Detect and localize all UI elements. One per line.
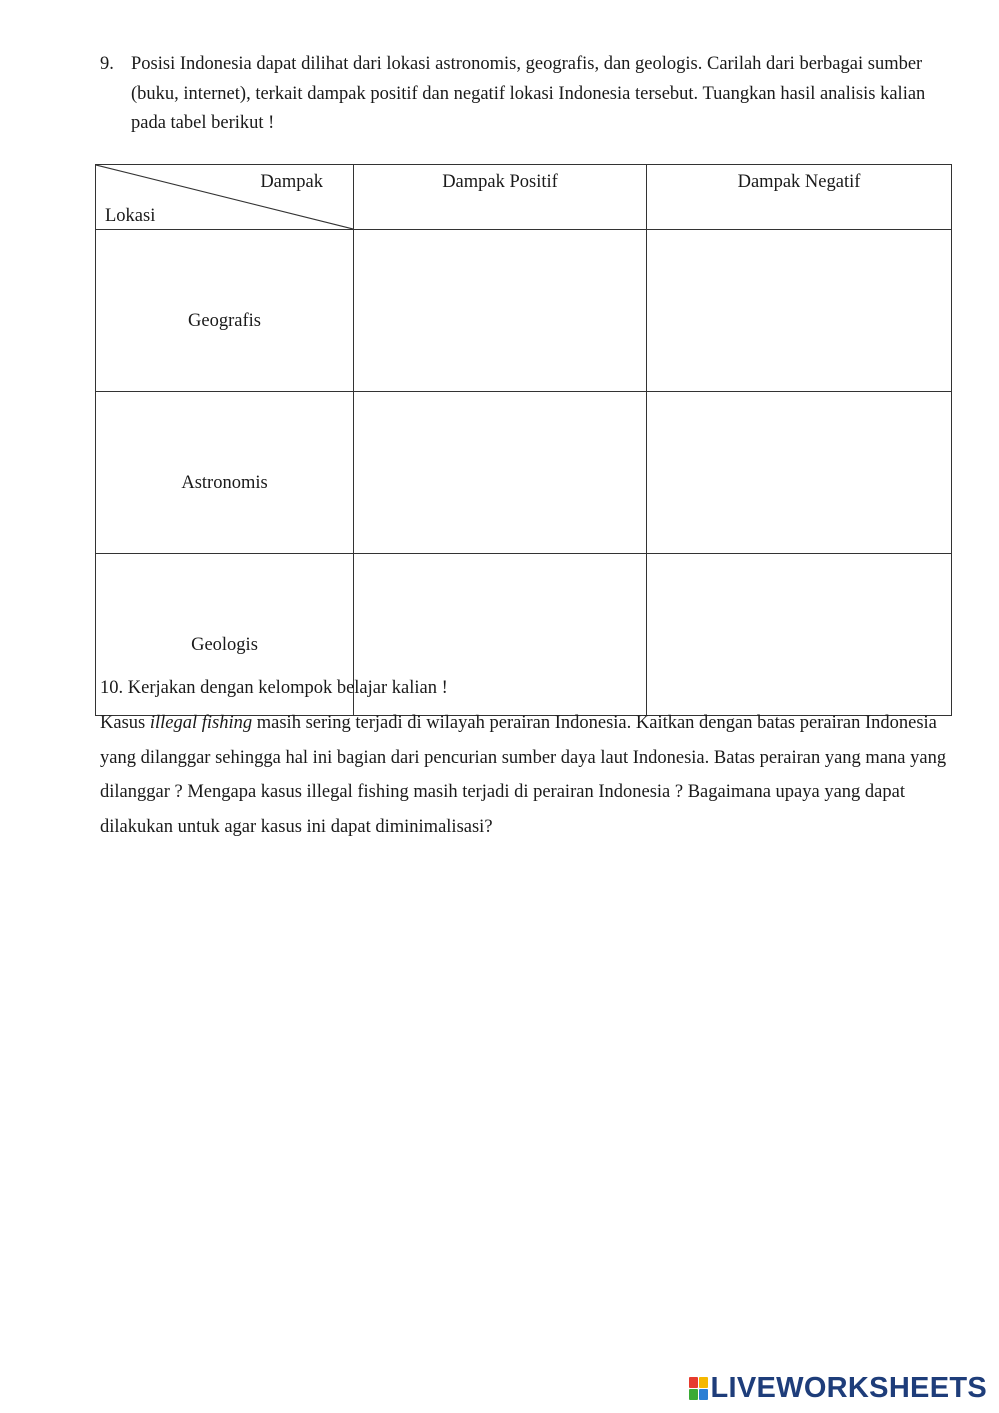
question-9-number: 9. [100, 54, 114, 74]
column-header-positive: Dampak Positif [354, 165, 647, 230]
illegal-fishing-term: illegal fishing [149, 712, 253, 733]
mark-block-blue [699, 1389, 708, 1400]
table-row [96, 230, 952, 392]
liveworksheets-mark-icon [689, 1377, 708, 1400]
row-label-geologis: Geologis [96, 554, 354, 716]
corner-header-cell [96, 165, 354, 230]
answer-cell-astronomis-negative[interactable] [647, 392, 952, 554]
corner-label-lokasi: Lokasi [105, 206, 156, 226]
mark-block-yellow [699, 1377, 708, 1388]
question-10 [100, 671, 960, 845]
question-9 [100, 50, 950, 139]
column-header-negative: Dampak Negatif [647, 165, 952, 230]
table-header-row [96, 165, 952, 230]
table-row [96, 392, 952, 554]
row-label-geografis: Geografis [96, 230, 354, 392]
question-10-text: Kasus illegal fishing masih sering terjadi di wilayah perairan Indonesia. Kaitkan dengan batas perairan Indonesia yang dilanggar sehingga hal ini bagian dari pencurian sumber daya laut Indonesia. Batas perairan yang mana yang dilanggar ? Mengapa kasus illegal fishing masih terjadi di perairan Indonesia ? Bagaimana upaya yang dapat dilakukan untuk agar kasus ini dapat diminimalisasi? [100, 712, 947, 838]
answer-cell-geografis-positive[interactable] [354, 230, 647, 392]
analysis-table [95, 164, 952, 716]
answer-cell-astronomis-positive[interactable] [354, 392, 647, 554]
mark-block-red [689, 1377, 698, 1388]
brand-name: LIVEWORKSHEETS [710, 1372, 987, 1404]
answer-cell-geografis-negative[interactable] [647, 230, 952, 392]
row-label-astronomis: Astronomis [96, 392, 354, 554]
liveworksheets-logo [689, 1372, 988, 1405]
question-9-text: Posisi Indonesia dapat dilihat dari lokasi astronomis, geografis, dan geologis. Carilah dari berbagai sumber (buku, internet), terkait dampak positif dan negatif lokasi Indonesia tersebut. Tuangkan hasil analisis kalian pada tabel berikut ! [131, 54, 926, 133]
mark-block-green [689, 1389, 698, 1400]
question-10-title: 10. Kerjakan dengan kelompok belajar kalian ! [100, 678, 448, 698]
corner-label-dampak: Dampak [260, 172, 323, 192]
